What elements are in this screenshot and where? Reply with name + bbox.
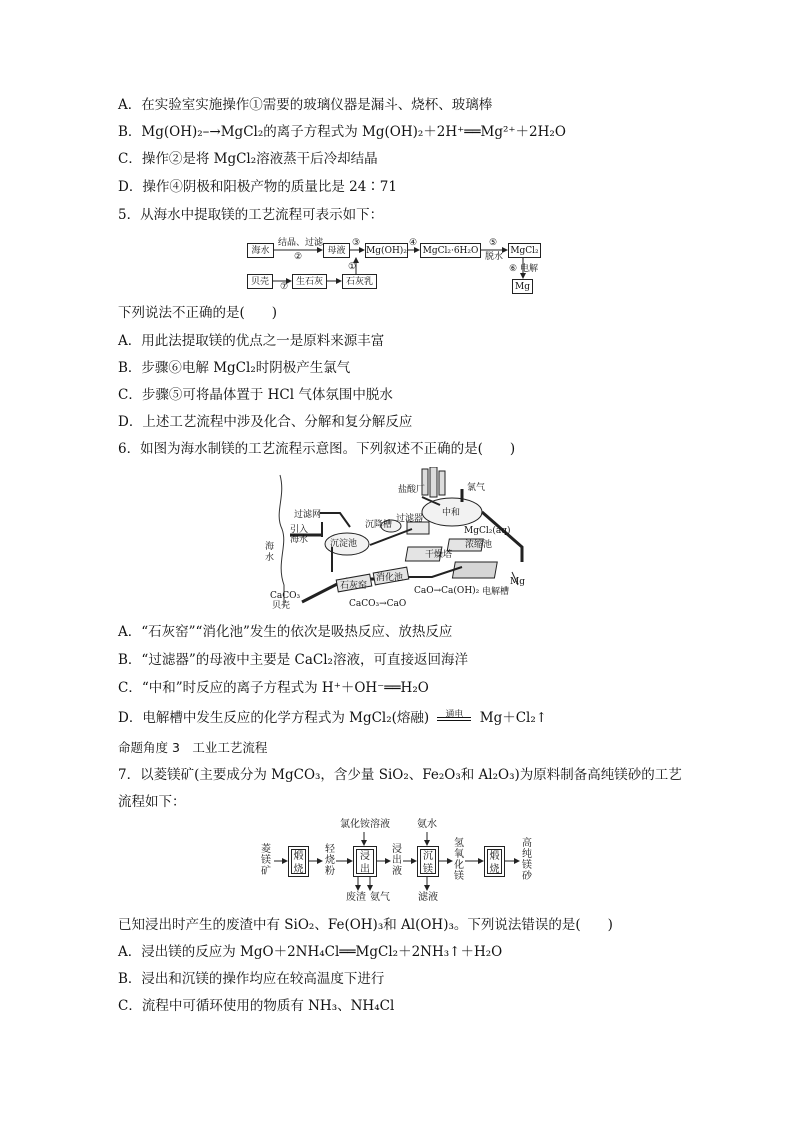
mg-box: Mg xyxy=(512,279,533,294)
section-heading: 命题角度 3 工业工艺流程 xyxy=(118,740,268,755)
label-neutralize: 中和 xyxy=(442,508,461,518)
mgcl2-box: MgCl₂ xyxy=(508,243,541,258)
seawater-box: 海水 xyxy=(247,243,274,258)
q7-option-c: C．流程中可循环使用的物质有 NH₃、NH₄Cl xyxy=(118,998,395,1014)
label-dehydrate: 脱水 xyxy=(485,252,504,262)
label-mgcl2-aq: MgCl₂(aq) xyxy=(464,526,511,536)
label-step-6: ⑥ xyxy=(509,264,518,274)
label-filter: 过滤器 xyxy=(396,514,424,524)
leach-box: 浸出 xyxy=(353,846,377,877)
calcine-box-1: 煅烧 xyxy=(288,846,309,877)
q6-option-d-text: D．电解槽中发生反应的化学方程式为 MgCl₂(熔融) xyxy=(118,710,430,726)
label-electrolytic-cell: 电解槽 xyxy=(482,587,510,597)
label-seawater-inlet: 引入海水 xyxy=(290,525,309,545)
label-settling-tank: 沉降槽 xyxy=(365,520,393,530)
label-slaking-tank: 消化池 xyxy=(376,573,404,583)
q7-note: 已知浸出时产生的废渣中有 SiO₂、Fe(OH)₃和 Al(OH)₃。下列说法错误的是( ) xyxy=(118,917,613,933)
mgoh2-box: Mg(OH)₂ xyxy=(365,243,408,258)
q5-question: 下列说法不正确的是( ) xyxy=(118,305,278,321)
label-step-2: ② xyxy=(294,252,303,262)
q6-option-c: C．“中和”时反应的离子方程式为 H⁺＋OH⁻══H₂O xyxy=(118,680,429,696)
q4-option-c: C．操作②是将 MgCl₂溶液蒸干后冷却结晶 xyxy=(118,151,378,167)
condition-text: 通电 xyxy=(445,709,464,720)
start-material: 菱镁矿 xyxy=(261,844,271,877)
q7-stem-line2: 流程如下： xyxy=(118,794,186,810)
q5-option-b: B．步骤⑥电解 MgCl₂时阴极产生氯气 xyxy=(118,360,351,376)
label-concentration-pool: 浓缩池 xyxy=(465,540,493,550)
intermediate-mgoh2: 氢氧化镁 xyxy=(454,838,464,882)
label-chlorine: 氯气 xyxy=(467,483,486,493)
mother-liquor-box: 母液 xyxy=(323,243,350,258)
calcine-box-2: 煅烧 xyxy=(484,846,505,877)
output-waste-residue: 废渣 xyxy=(346,892,366,903)
quicklime-box: 生石灰 xyxy=(292,274,327,289)
intermediate-leachate: 浸出液 xyxy=(392,844,402,877)
q5-flow-diagram xyxy=(247,236,547,296)
label-step-5: ⑤ xyxy=(489,238,498,248)
lime-milk-box: 石灰乳 xyxy=(342,274,377,289)
q6-option-b: B．“过滤器”的母液中主要是 CaCl₂溶液，可直接返回海洋 xyxy=(118,652,468,668)
label-step-1: ① xyxy=(348,262,357,272)
label-step-4: ④ xyxy=(409,238,418,248)
label-drying-tower: 干燥塔 xyxy=(425,550,453,560)
q4-option-b: B．Mg(OH)₂–→MgCl₂的离子方程式为 Mg(OH)₂＋2H⁺══Mg²⁺＋2H₂O xyxy=(118,124,566,140)
q6-process-illustration xyxy=(262,467,552,612)
q7-flow-diagram xyxy=(256,818,546,906)
q6-stem: 6．如图为海水制镁的工艺流程示意图。下列叙述不正确的是( ) xyxy=(118,441,516,457)
q5-option-c: C．步骤⑤可将晶体置于 HCl 气体氛围中脱水 xyxy=(118,387,393,403)
input-ammonia-water: 氨水 xyxy=(417,819,437,830)
intermediate-light-burned: 轻烧粉 xyxy=(325,844,335,877)
electrolysis-condition-arrow xyxy=(437,709,471,721)
label-step-3: ③ xyxy=(352,238,361,248)
output-filtrate: 滤液 xyxy=(418,892,438,903)
label-sedimentation-pool: 沉淀池 xyxy=(330,539,358,549)
label-crystallize-filter: 结晶、过滤 xyxy=(278,238,324,248)
q4-option-d: D．操作④阴极和阳极产物的质量比是 24∶71 xyxy=(118,179,397,195)
label-cao-to-caoh2: CaO→Ca(OH)₂ xyxy=(414,586,480,596)
q7-stem-line1: 7．以菱镁矿(主要成分为 MgCO₃，含少量 SiO₂、Fe₂O₃和 Al₂O₃)为原料制备高纯镁砂的工艺 xyxy=(118,767,682,783)
input-ammonium-chloride: 氯化铵溶液 xyxy=(340,819,390,830)
shell-box: 贝壳 xyxy=(247,274,273,289)
q5-option-a: A．用此法提取镁的优点之一是原料来源丰富 xyxy=(118,333,385,349)
label-caco3: CaCO₃ xyxy=(270,591,301,601)
label-caco3-to-cao: CaCO₃→CaO xyxy=(349,599,407,609)
q6-option-d-products: Mg＋Cl₂↑ xyxy=(479,710,548,726)
label-lime-kiln: 石灰窑 xyxy=(340,581,368,591)
label-filter-screen: 过滤网 xyxy=(294,510,322,520)
label-seawater: 海水 xyxy=(265,542,275,563)
label-hcl-plant: 盐酸厂 xyxy=(398,485,426,495)
q5-option-d: D．上述工艺流程中涉及化合、分解和复分解反应 xyxy=(118,414,413,430)
q6-option-a: A．“石灰窑”“消化池”发生的依次是吸热反应、放热反应 xyxy=(118,624,453,640)
q6-option-d xyxy=(118,708,547,728)
mgcl2-hydrate-box: MgCl₂·6H₂O xyxy=(420,243,481,258)
q4-option-a: A．在实验室实施操作①需要的玻璃仪器是漏斗、烧杯、玻璃棒 xyxy=(118,97,493,113)
q5-stem: 5．从海水中提取镁的工艺流程可表示如下： xyxy=(118,207,384,223)
output-ammonia-gas: 氨气 xyxy=(370,892,390,903)
q7-option-a: A．浸出镁的反应为 MgO＋2NH₄Cl══MgCl₂＋2NH₃↑＋H₂O xyxy=(118,944,503,960)
label-shell: 贝壳 xyxy=(272,601,291,611)
label-step-7: ⑦ xyxy=(280,282,289,292)
label-mg: Mg xyxy=(510,577,525,587)
label-electrolysis: 电解 xyxy=(520,264,539,274)
end-product: 高纯镁砂 xyxy=(522,838,532,882)
q7-option-b: B．浸出和沉镁的操作均应在较高温度下进行 xyxy=(118,971,385,987)
precipitate-mg-box: 沉镁 xyxy=(417,846,439,877)
